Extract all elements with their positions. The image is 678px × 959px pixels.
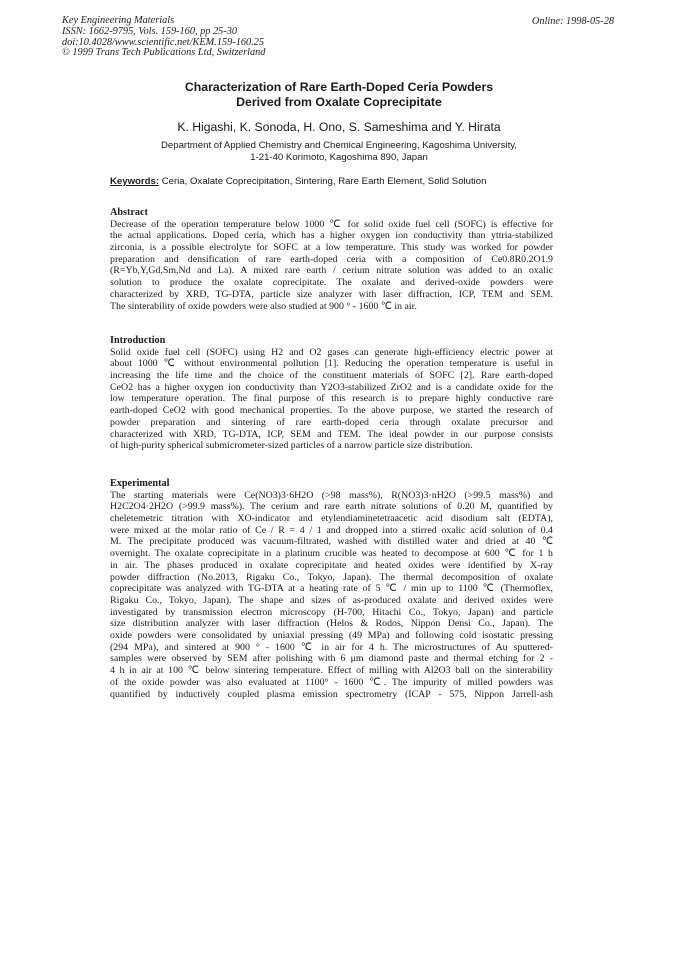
experimental-section — [110, 478, 553, 700]
introduction-section — [110, 335, 553, 452]
abstract-line: characterized by XRD, TG-DTA, particle size analyzer with laser diffraction, ICP, TEM and SEM. — [110, 288, 553, 300]
authors: K. Higashi, K. Sonoda, H. Ono, S. Sameshima and Y. Hirata — [177, 120, 501, 134]
experimental-line: cheletemetric titration with XO-indicator and etylendiaminetetraacetic acid disodium salt (EDTA), — [110, 513, 553, 524]
copyright-line: © 1999 Trans Tech Publications Ltd, Switzerland — [62, 47, 266, 59]
introduction-line: of high-purity spherical submicrometer-sized particles of a narrow particle size distribution. — [110, 440, 473, 452]
keywords — [110, 176, 486, 187]
experimental-line: powder diffraction (No.2013, Rigaku Co., Tokyo, Japan). The thermal decomposition of oxalate — [110, 571, 553, 583]
experimental-line: M. The precipitate produced was vacuum-filtrated, washed with distilled water and dried at 40 ℃ — [110, 536, 553, 548]
abstract-line: (R=Yb,Y,Gd,Sm,Nd and La). A mixed rare earth / cerium nitrate solution was added to an oxalic — [110, 265, 553, 277]
title-line: Derived from Oxalate Coprecipitate — [236, 95, 442, 109]
experimental-line: Rigaku Co., Tokyo, Japan). The shape and sizes of as-produced oxalate and derived oxides were — [110, 594, 553, 606]
affiliation — [0, 140, 678, 164]
doi-line: doi:10.4028/www.scientific.net/KEM.159-160.25 — [62, 36, 265, 48]
experimental-line: of the oxide powder was also evaluated at 1100° - 1600 ℃. The impurity of milled powders was — [110, 676, 553, 688]
online-date: Online: 1998-05-28 — [531, 16, 614, 27]
abstract-line: zirconia, is a possible electrolyte for SOFC at a low temperature. This study was worked for powder — [110, 242, 553, 253]
journal-name: Key Engineering Materials — [62, 15, 175, 26]
experimental-line: size distribution analyzer with laser diffraction (Helos & Rodos, Nippon Densi Co., Japan). The — [110, 618, 553, 630]
experimental-line: coprecipitate was analyzed with TG-DTA at a heating rate of 5 ℃ / min up to 1100 ℃ (Thermoflex, — [110, 583, 553, 595]
experimental-line: (294 MPa), and sintered at 900 ° - 1600 ℃ in air for 4 h. The microstructures of Au sputtered- — [110, 641, 553, 653]
title-line: Characterization of Rare Earth-Doped Ceria Powders — [184, 80, 494, 94]
abstract-line: The sinterability of oxide powders were also studied at 900 ° - 1600 ℃ in air. — [110, 300, 417, 312]
introduction-line: increasing the life time and the choice of the constituent materials of SOFC [2]. Rare earth-doped — [110, 370, 553, 381]
experimental-line: quantified by inductively coupled plasma emission spectrometry (ICAP - 575, Nippon Jarrell-ash — [110, 688, 553, 700]
experimental-line: 4 h in air at 100 ℃ below sintering temperature. Effect of milling with Al2O3 ball on the sinterability — [110, 665, 553, 677]
abstract-line: the actual applications. Doped ceria, which has a higher oxygen ion conductivity than yttria-stabilized — [110, 230, 553, 242]
introduction-line: Solid oxide fuel cell (SOFC) using H2 and O2 gases can generate high-efficiency electric power at — [110, 346, 553, 358]
experimental-heading: Experimental — [110, 478, 170, 489]
affiliation-line: Department of Applied Chemistry and Chemical Engineering, Kagoshima University, — [160, 140, 518, 151]
experimental-line: in air. The phases produced in oxalate coprecipitate and heated oxides were identified by X-ray — [110, 559, 553, 571]
experimental-line: The starting materials were Ce(NO3)3·6H2O (>98 mass%), R(NO3)3·nH2O (>99.5 mass%) and — [110, 489, 553, 501]
paper-title — [0, 80, 678, 110]
introduction-line: earth-doped CeO2 with good mechanical properties. To the above purpose, we started the research of — [110, 405, 553, 417]
introduction-line: characterized with XRD, TG-DTA, ICP, SEM and TEM. The ideal powder in our purpose consists — [110, 428, 553, 440]
introduction-line: CeO2 has a higher oxygen ion conductivity than Y2O3-stabilized ZrO2 and is a candidate oxide for the — [110, 381, 553, 393]
introduction-heading: Introduction — [110, 335, 166, 346]
experimental-line: samples were observed by SEM after polishing with 6 μm diamond paste and thermal etching for 2 - — [110, 653, 553, 665]
introduction-line: about 1000 ℃ without environmental pollution [1]. Reducing the operation temperature is useful in — [110, 358, 553, 370]
introduction-line: low temperature operation. The final purpose of this research is to prepare highly conductive rare — [110, 393, 553, 405]
abstract-line: preparation and densification of rare earth-doped ceria with a composition of Ce0.8R0.2O1.9 — [110, 253, 553, 265]
introduction-line: powder preparation and sintering of rare earth-doped ceria through oxalate precursor and — [110, 416, 553, 428]
experimental-line: were mixed at the molar ratio of Ce / R = 4 / 1 and dropped into a stirred oxalic acid solution of 0.4 — [110, 524, 553, 536]
experimental-line: overnight. The oxalate coprecipitate in a platinum crucible was heated to decompose at 600 ℃ for 1 h — [110, 548, 553, 560]
keywords-label: Keywords: — [110, 176, 160, 187]
experimental-line: H2C2O4·2H2O (>99.9 mass%). The cerium and rare earth nitrate solutions of 0.20 M, quantified by — [110, 501, 553, 513]
abstract-section — [110, 207, 553, 312]
keywords-text: Ceria, Oxalate Coprecipitation, Sintering, Rare Earth Element, Solid Solution — [159, 176, 487, 187]
issn-line: ISSN: 1662-9795, Vols. 159-160, pp 25-30 — [62, 25, 238, 37]
abstract-line: Decrease of the operation temperature below 1000 ℃ for solid oxide fuel cell (SOFC) is effective for — [110, 218, 553, 230]
abstract-heading: Abstract — [110, 207, 148, 218]
experimental-line: investigated by transmission electron microscopy (H-700, Hitachi Co., Tokyo, Japan) and particle — [110, 606, 553, 618]
affiliation-line: 1-21-40 Korimoto, Kagoshima 890, Japan — [250, 152, 428, 163]
publication-info — [62, 16, 265, 59]
abstract-line: solution to produce the oxalate coprecipitate. The oxalate and derived-oxide powders were — [110, 277, 553, 289]
experimental-line: oxide powders were consolidated by uniaxial pressing (49 MPa) and following cold isostatic pressing — [110, 630, 553, 642]
